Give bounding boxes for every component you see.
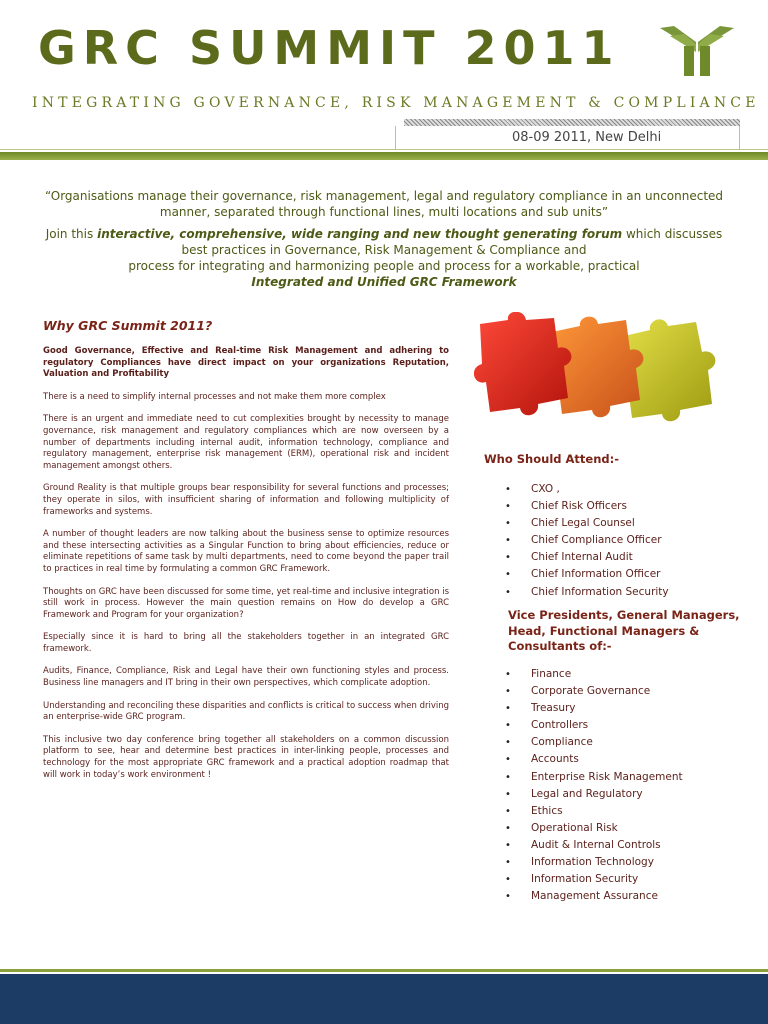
join-emphasis: interactive, comprehensive, wide ranging and new thought generating forum xyxy=(97,227,623,241)
join-prefix: Join this xyxy=(45,227,98,241)
why-lead-paragraph: Good Governance, Effective and Real-time Risk Management and adhering to regulatory Compliances have direct impact on your organizations Reputation, Valuation and Profitability xyxy=(43,346,449,380)
list-item: • Controllers xyxy=(505,717,683,734)
intro-join-line xyxy=(20,226,748,242)
header-rule xyxy=(0,149,768,150)
grc-logo-icon xyxy=(656,22,738,78)
why-paragraph: Understanding and reconciling these disparities and conflicts is critical to success when driving an enterprise-wide GRC program. xyxy=(43,700,449,723)
list-item: • Information Technology xyxy=(505,854,683,871)
why-paragraph: There is an urgent and immediate need to cut complexities brought by necessity to manage governance, risk management and regulatory compliances which are now overseen by a number of departments including internal audit, information technology, compliance and regulatory management, enterprise risk management (ERM), operational risk and incident management amongst others. xyxy=(43,414,449,471)
list-item: • Legal and Regulatory xyxy=(505,786,683,803)
list-item: • Accounts xyxy=(505,751,683,768)
why-heading: Why GRC Summit 2011? xyxy=(43,318,213,333)
intro-line-3: process for integrating and harmonizing people and process for a workable, practical xyxy=(128,259,640,273)
list-item: • Ethics xyxy=(505,803,683,820)
intro-section xyxy=(20,188,748,290)
join-suffix: which discusses xyxy=(622,227,723,241)
intro-quote: “Organisations manage their governance, risk management, legal and regulatory compliance in an unconnected manner, separated through functional lines, multi locations and sub units” xyxy=(44,189,724,219)
why-body xyxy=(43,346,449,792)
why-paragraph: Audits, Finance, Compliance, Risk and Legal have their own functioning styles and process. Business line managers and IT bring in their own perspectives, which complicate adoption. xyxy=(43,666,449,689)
why-paragraph: Especially since it is hard to bring all the stakeholders together in an integrated GRC framework. xyxy=(43,632,449,654)
framework-emphasis: Integrated and Unified GRC Framework xyxy=(251,275,517,289)
list-item: • Operational Risk xyxy=(505,820,683,837)
attend-heading: Who Should Attend:- xyxy=(484,452,619,466)
puzzle-pieces-image xyxy=(474,312,732,432)
summit-title: GRC SUMMIT 2011 xyxy=(38,21,621,75)
list-item: • Compliance xyxy=(505,734,683,751)
why-paragraph: This inclusive two day conference bring together all stakeholders on a common discussion platform to see, hear and determine best practices in inter-linking people, processes and technology for the most appropriate GRC framework and a practical adoption roadmap that will work in today’s work environment ! xyxy=(43,734,449,780)
list-item: • Audit & Internal Controls xyxy=(505,837,683,854)
summit-subtitle: INTEGRATING GOVERNANCE, RISK MANAGEMENT & COMPLIANCE xyxy=(32,95,760,111)
why-paragraph: Thoughts on GRC have been discussed for some time, yet real-time and inclusive integration is still work in process. However the main question remains on How do develop a GRC Framework and Program for your organization? xyxy=(43,586,449,620)
event-date: 08-09 2011, New Delhi xyxy=(512,130,662,145)
vp-heading: Vice Presidents, General Managers, Head, Functional Managers & Consultants of:- xyxy=(508,608,740,653)
hatched-rule xyxy=(404,119,740,126)
list-item: • Finance xyxy=(505,666,683,683)
list-item: • Chief Internal Audit xyxy=(505,549,669,566)
list-item: • Information Security xyxy=(505,871,683,888)
puzzle-piece-red xyxy=(474,312,571,415)
function-list xyxy=(505,666,683,905)
list-item: • Chief Information Officer xyxy=(505,566,669,583)
list-item: • Treasury xyxy=(505,700,683,717)
intro-line-4 xyxy=(20,274,748,290)
why-paragraph: A number of thought leaders are now talking about the business sense to optimize resources and these intersecting activities as a Singular Function to bring about efficiencies, reduce or eliminate repetitions of same task by multi departments, need to come beyond the paper trail to practices in real time by formulating a common GRC Framework. xyxy=(43,529,449,574)
list-item: • Management Assurance xyxy=(505,888,683,905)
list-item: • CXO , xyxy=(505,481,669,498)
list-item: • Chief Information Security xyxy=(505,584,669,601)
list-item: • Corporate Governance xyxy=(505,683,683,700)
footer-band xyxy=(0,974,768,1024)
footer-rule xyxy=(0,969,768,972)
list-item: • Chief Compliance Officer xyxy=(505,532,669,549)
intro-line-2: best practices in Governance, Risk Management & Compliance and xyxy=(181,243,587,257)
list-item: • Chief Legal Counsel xyxy=(505,515,669,532)
list-item: • Chief Risk Officers xyxy=(505,498,669,515)
list-item: • Enterprise Risk Management xyxy=(505,769,683,786)
header-band xyxy=(0,152,768,160)
why-paragraph: There is a need to simplify internal processes and not make them more complex xyxy=(43,391,386,402)
why-paragraph: Ground Reality is that multiple groups bear responsibility for several functions and processes; they operate in silos, with insufficient sharing of information and following multiplicity of frameworks and systems. xyxy=(43,483,449,517)
attendee-list xyxy=(505,481,669,601)
